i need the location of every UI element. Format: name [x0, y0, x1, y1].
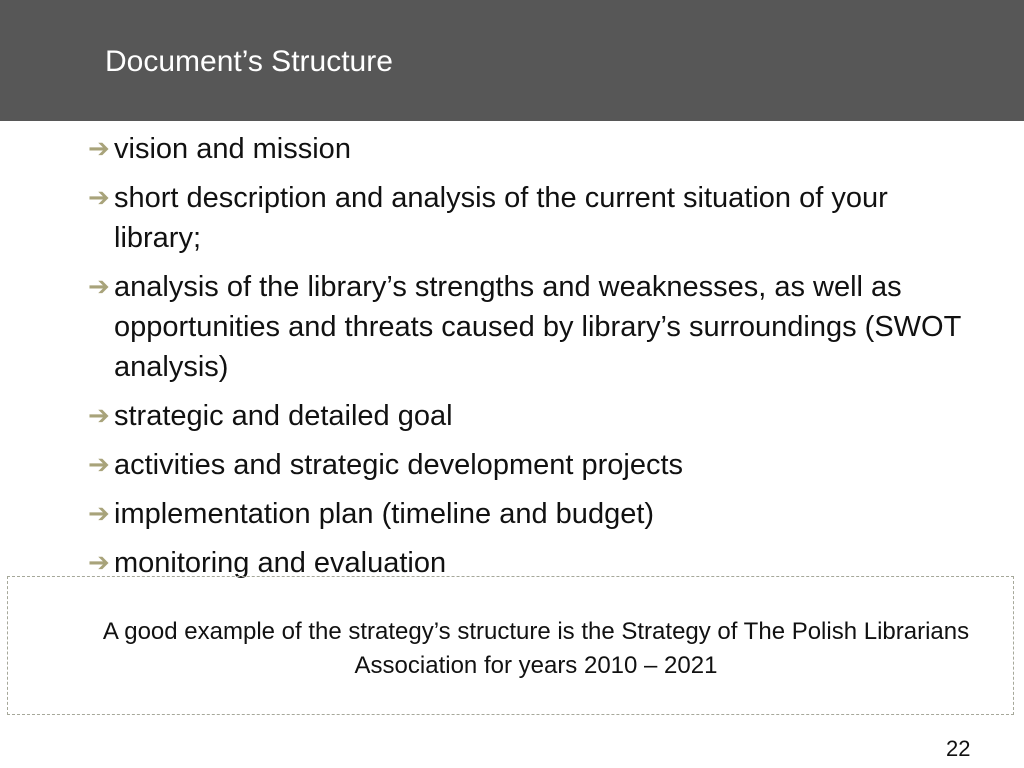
title-bar: [0, 0, 1024, 121]
bullet-text: strategic and detailed goal: [114, 400, 453, 432]
bullet-item-swot: [72, 267, 972, 387]
bullet-item-description: [72, 178, 972, 258]
bullet-text: analysis of the library’s strengths and weaknesses, as well as opportunities and threats caused by library’s surroundings (SWOT analysis): [114, 271, 961, 383]
bullet-text: activities and strategic development projects: [114, 449, 684, 481]
page-number: 22: [946, 736, 971, 761]
bullet-item-goal: [72, 396, 972, 436]
arrow-right-icon: ➔: [88, 548, 110, 578]
slide-title: Document’s Structure: [105, 45, 393, 78]
note-text: A good example of the strategy’s structure is the Strategy of The Polish Librarians Association for years 2010 – 2021: [102, 618, 970, 679]
bullet-item-vision: [72, 129, 972, 169]
arrow-right-icon: ➔: [88, 272, 110, 302]
bullet-text: monitoring and evaluation: [114, 547, 447, 579]
arrow-right-icon: ➔: [88, 134, 110, 164]
bullet-text: short description and analysis of the current situation of your library;: [114, 182, 888, 254]
arrow-right-icon: ➔: [88, 183, 110, 213]
bullet-text: vision and mission: [114, 133, 351, 165]
bullet-item-activities: [72, 445, 972, 485]
arrow-right-icon: ➔: [88, 401, 110, 431]
bullet-list: [72, 129, 972, 592]
arrow-right-icon: ➔: [88, 499, 110, 529]
bullet-item-implementation: [72, 494, 972, 534]
arrow-right-icon: ➔: [88, 450, 110, 480]
bullet-text: implementation plan (timeline and budget): [114, 498, 655, 530]
